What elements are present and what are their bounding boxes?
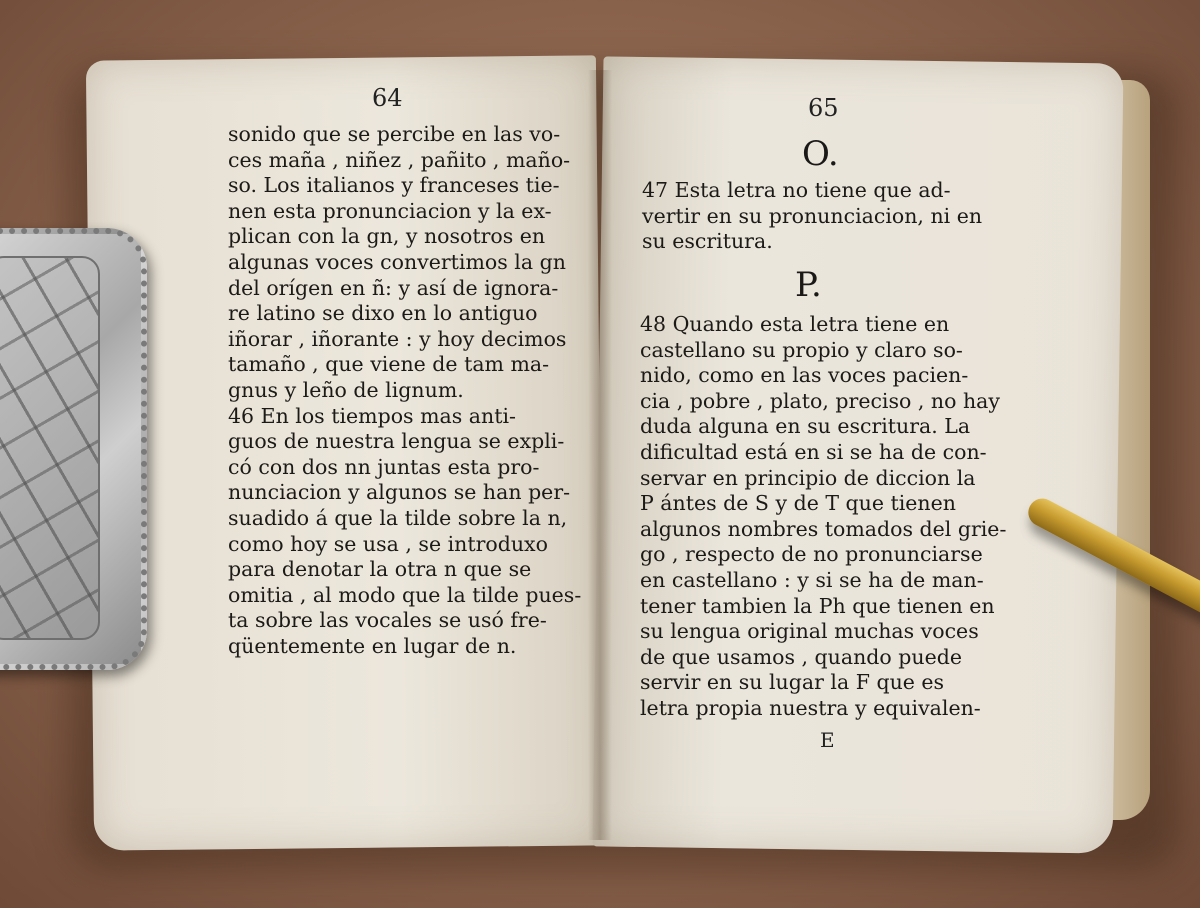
left-page-line: iñorar , iñorante : y hoy decimos (228, 326, 567, 351)
left-page-line: 46 En los tiempos mas anti- (228, 403, 516, 428)
left-page-line: nen esta pronunciacion y la ex- (228, 198, 552, 223)
section-47-line: 47 Esta letra no tiene que ad- (642, 178, 951, 202)
book-gutter (588, 70, 612, 840)
section-48-line: en castellano : y si se ha de man- (640, 567, 984, 592)
section-48-line: castellano su propio y claro so- (640, 337, 963, 362)
left-page-line: suadido á que la tilde sobre la n, (228, 505, 568, 530)
clasp-engraving (0, 256, 100, 640)
section-48-line: nido, como en las voces pacien- (640, 363, 969, 388)
section-48-line: servar en principio de diccion la (640, 465, 976, 490)
left-page-line: del orígen en ñ: y así de ignora- (228, 275, 559, 300)
left-page-line: algunas voces convertimos la gn (228, 249, 566, 274)
left-page-line: có con dos nn juntas esta pro- (228, 454, 540, 479)
section-48-line: su lengua original muchas voces (640, 619, 979, 644)
heading-o: O. (802, 134, 839, 174)
section-48-line: tener tambien la Ph que tienen en (640, 593, 995, 618)
right-page-number: 65 (808, 94, 839, 122)
left-page-line: nunciacion y algunos se han per- (228, 480, 571, 505)
section-47-line: vertir en su pronunciacion, ni en (642, 203, 983, 228)
section-48-line: go , respecto de no pronunciarse (640, 542, 983, 567)
section-48-text (640, 312, 1007, 722)
left-page-text (228, 122, 582, 659)
left-page-line: como hoy se usa , se introduxo (228, 531, 548, 556)
left-page-line: so. Los italianos y franceses tie- (228, 173, 560, 198)
section-48-line: de que usamos , quando puede (640, 644, 962, 669)
left-page-line: sonido que se percibe en las vo- (228, 122, 561, 146)
left-page-line: ces maña , niñez , pañito , maño- (228, 147, 571, 172)
section-48-line: algunos nombres tomados del grie- (640, 516, 1007, 541)
left-page-line: tamaño , que viene de tam ma- (228, 352, 550, 377)
section-48-line: dificultad está en si se ha de con- (640, 439, 987, 464)
left-page-line: gnus y leño de lignum. (228, 377, 464, 402)
left-page-line: para denotar la otra n que se (228, 557, 532, 582)
section-48-line: P ántes de S y de T que tienen (640, 491, 956, 516)
section-48-line: duda alguna en su escritura. La (640, 414, 971, 439)
section-48-line: letra propia nuestra y equivalen- (640, 695, 981, 720)
section-47-line: su escritura. (642, 229, 773, 254)
left-page-line: ta sobre las vocales se usó fre- (228, 608, 547, 633)
left-page-line: guos de nuestra lengua se expli- (228, 429, 565, 454)
metal-clasp (0, 228, 147, 670)
left-page-line: omitia , al modo que la tilde pues- (228, 582, 582, 607)
heading-p: P. (795, 265, 822, 305)
section-48-line: cia , pobre , plato, preciso , no hay (640, 388, 1000, 413)
section-48-line: 48 Quando esta letra tiene en (640, 312, 950, 336)
left-page-line: re latino se dixo en lo antiguo (228, 301, 538, 326)
left-page-line: plican con la gn, y nosotros en (228, 224, 546, 249)
left-page-line: qüentemente en lugar de n. (228, 633, 517, 658)
catchword: E (820, 728, 835, 752)
section-48-line: servir en su lugar la F que es (640, 670, 945, 695)
section-47-text (642, 178, 983, 255)
left-page-number: 64 (372, 84, 403, 112)
